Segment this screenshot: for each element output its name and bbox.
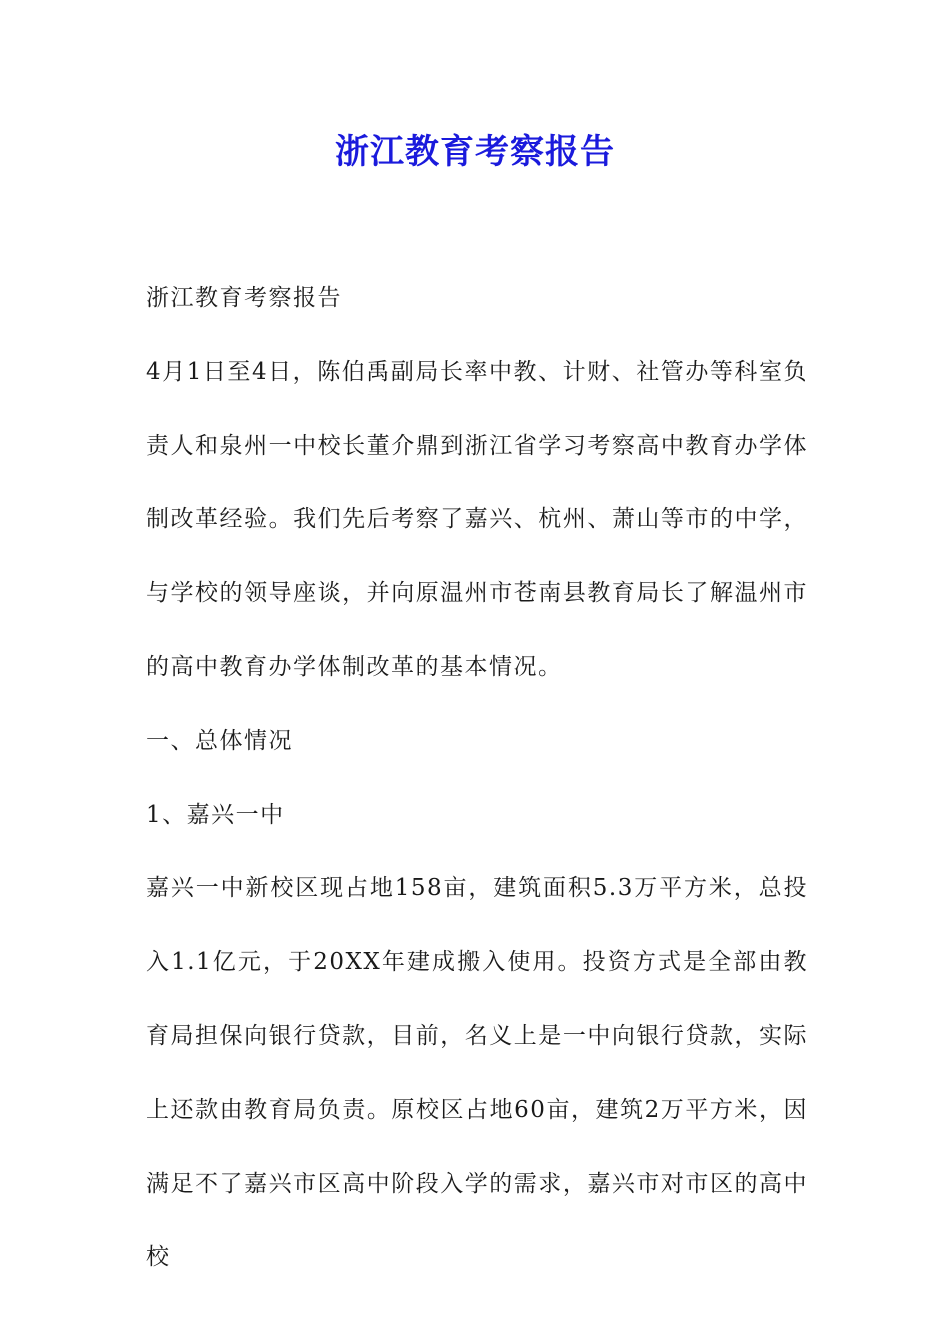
subsection-heading-jiaxing: 1、嘉兴一中 — [146, 801, 285, 828]
paragraph-jiaxing-details: 嘉兴一中新校区现占地158亩，建筑面积5.3万平方米，总投入1.1亿元，于20XX年建成搬入使用。投资方式是全部由教育局担保向银行贷款，目前，名义上是一中向银行贷款，实际上还款由教育局负责。原校区占地60亩，建筑2万平方米，因满足不了嘉兴市区高中阶段入学的需求，嘉兴市对市区的高中校 — [146, 875, 808, 1271]
document-body — [146, 262, 808, 1295]
paragraph-intro: 4月1日至4日，陈伯禹副局长率中教、计财、社管办等科室负责人和泉州一中校长董介鼎到浙江省学习考察高中教育办学体制改革经验。我们先后考察了嘉兴、杭州、萧山等市的中学，与学校的领导座谈，并向原温州市苍南县教育局长了解温州市的高中教育办学体制改革的基本情况。 — [146, 358, 808, 680]
paragraph-subtitle: 浙江教育考察报告 — [146, 285, 342, 311]
document-title: 浙江教育考察报告 — [335, 132, 615, 172]
section-heading-overview: 一、总体情况 — [146, 727, 293, 754]
